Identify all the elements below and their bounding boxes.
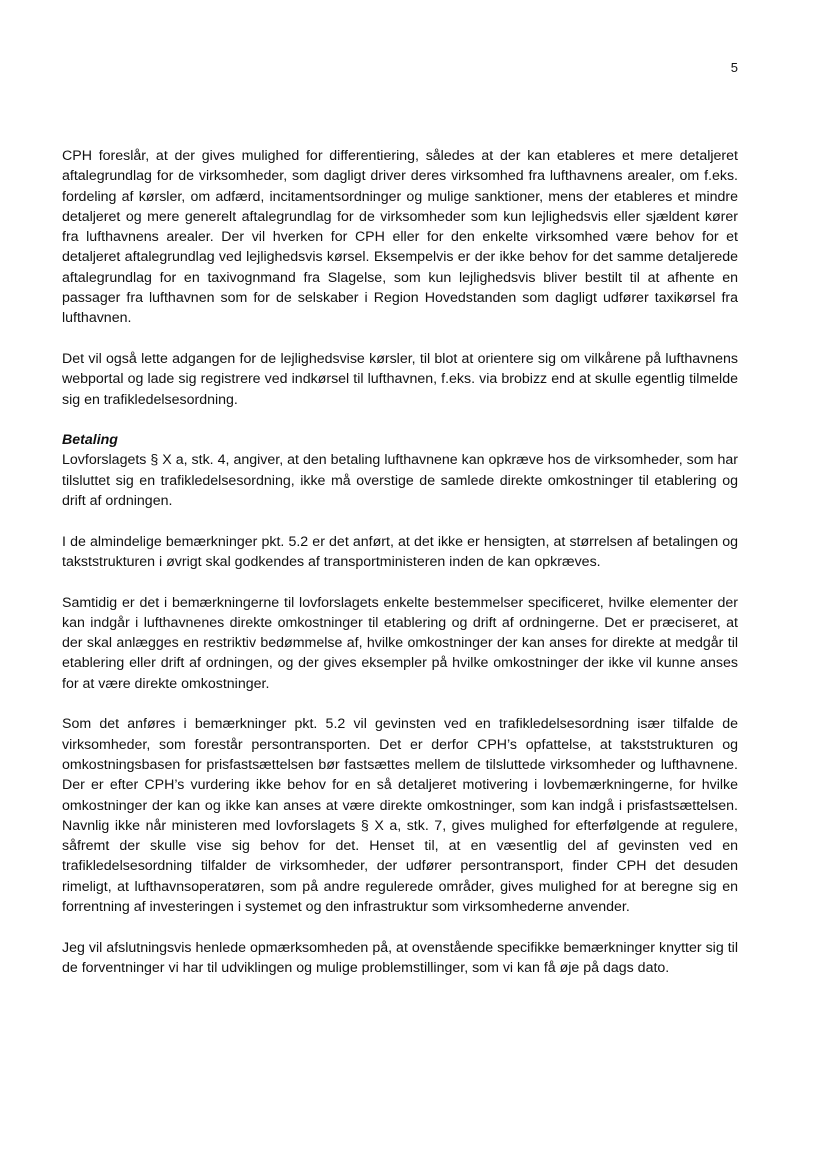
section-heading-betaling: Betaling	[62, 432, 118, 449]
paragraph-differentiation: CPH foreslår, at der gives mulighed for differentiering, således at der kan etableres et mere detaljeret aftalegrundlag for de virksomheder, som dagligt driver deres virksomhed fra lufthavnens arealer, om f.eks. fordeling af kørsler, om adfærd, incitamentsordninger og mulige sanktioner, mens der etableres et mindre detaljeret og mere generelt aftalegrundlag for de virksomheder som kun lejlighedsvis eller sjældent kører fra lufthavnens arealer. Der vil hverken for CPH eller for den enkelte virksomhed være behov for et detaljeret aftalegrundlag ved lejlighedsvis kørsel. Eksempelvis er der ikke behov for det samme detaljerede aftalegrundlag for en taxivognmand fra Slagelse, som kun lejlighedsvis bliver bestilt til at afhente en passager fra lufthavnen som for de selskaber i Region Hovedstanden som dagligt udfører taxikørsel fra lufthavnen.	[62, 148, 738, 327]
paragraph-closing: Jeg vil afslutningsvis henlede opmærksomheden på, at ovenstående specifikke bemærkninger knytter sig til de forventninger vi har til udviklingen og mulige problemstillinger, som vi kan få øje på dags dato.	[62, 939, 738, 976]
paragraph-cph-opinion: Som det anføres i bemærkninger pkt. 5.2 vil gevinsten ved en trafikledelsesordning især tilfalde de virksomheder, som forestår persontransporten. Det er derfor CPH’s opfattelse, at takststrukturen og omkostningsbasen for prisfastsættelsen bør fastsættes mellem de tilsluttede virksomheder og lufthavnene. Der er efter CPH’s vurdering ikke behov for en så detaljeret motivering i lovbemærkningerne, for hvilke omkostninger der kan og ikke kan anses at være direkte omkostninger, som kan indgå i prisfastsættelsen. Navnlig ikke når ministeren med lovforslagets § X a, stk. 7, gives mulighed for efterfølgende at regulere, såfremt der skulle vise sig behov for det. Henset til, at en væsentlig del af gevinsten ved en trafikledelsesordning tilfalder de virksomheder, der udfører persontransport, finder CPH det desuden rimeligt, at lufthavnsoperatøren, som på andre regulerede områder, gives mulighed for at beregne sig en forrentning af investeringen i systemet og den infrastruktur som virksomhederne anvender.	[62, 716, 738, 915]
page-number: 5	[730, 60, 738, 75]
paragraph-payment-limit: Lovforslagets § X a, stk. 4, angiver, at den betaling lufthavnene kan opkræve hos de virksomheder, som har tilsluttet sig en trafikledelsesordning, ikke må overstige de samlede direkte omkostninger til etablering og drift af ordningen.	[62, 452, 738, 510]
paragraph-specific-remarks: Samtidig er det i bemærkningerne til lovforslagets enkelte bestemmelser specificeret, hvilke elementer der kan indgår i lufthavnenes direkte omkostninger til etablering og drift af ordningerne. Det er præciseret, at der skal anlægges en restriktiv bedømmelse af, hvilke omkostninger der kan anses for direkte at medgår til etablering eller drift af ordningen, og der gives eksempler på hvilke omkostninger der ikke vil kunne anses for at være direkte omkostninger.	[62, 594, 738, 692]
paragraph-easier-access: Det vil også lette adgangen for de lejlighedsvise kørsler, til blot at orientere sig om vilkårene på lufthavnens webportal og lade sig registrere ved indkørsel til lufthavnen, f.eks. via brobizz end at skulle egentlig tilmelde sig en trafikledelsesordning.	[62, 350, 738, 408]
paragraph-general-remarks: I de almindelige bemærkninger pkt. 5.2 er det anført, at det ikke er hensigten, at størrelsen af betalingen og takststrukturen i øvrigt skal godkendes af transportministeren inden de kan opkræves.	[62, 533, 738, 570]
document-body	[62, 146, 738, 978]
section-betaling	[62, 430, 738, 511]
